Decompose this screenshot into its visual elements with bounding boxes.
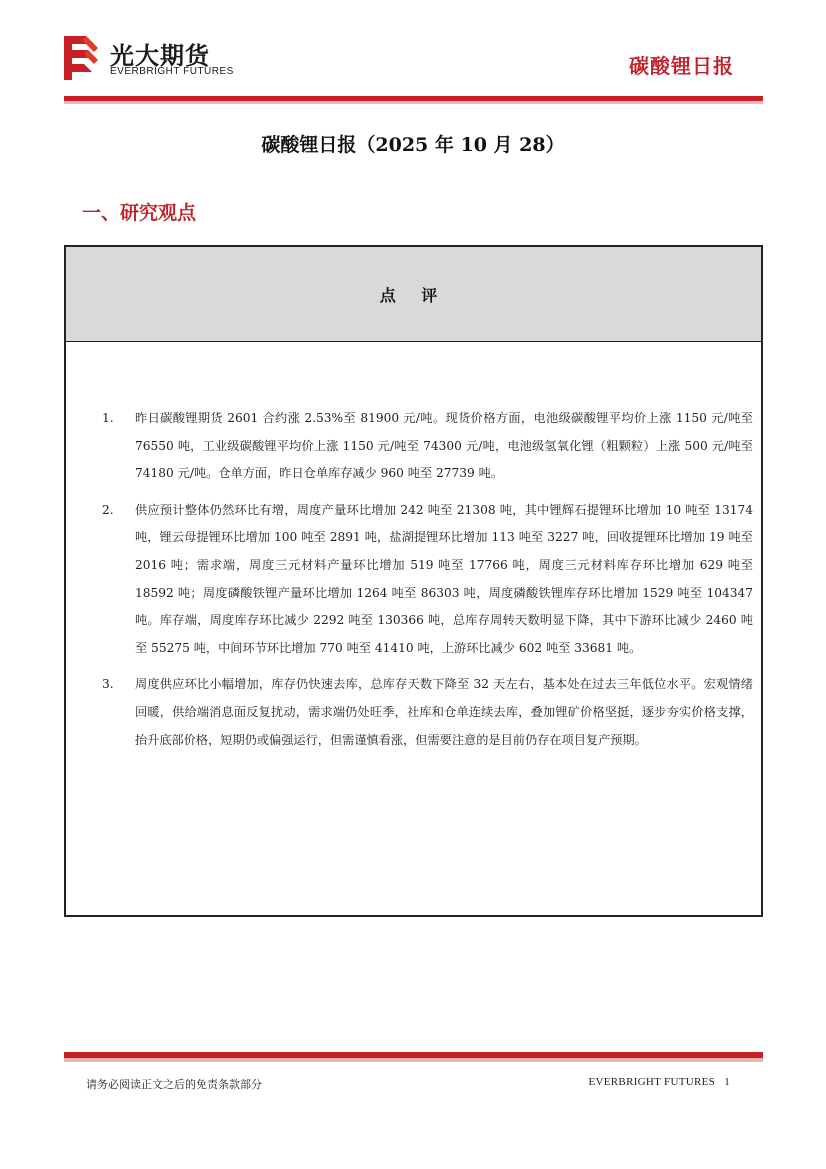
list-item-number: 2. bbox=[102, 502, 114, 517]
report-type-title: 碳酸锂日报 bbox=[629, 54, 734, 78]
list-item-number: 3. bbox=[102, 677, 114, 692]
comment-header: 点 评 bbox=[66, 247, 761, 342]
section-heading: 一、研究观点 bbox=[82, 202, 197, 224]
document-title: 碳酸锂日报（2025 年 10 月 28） bbox=[261, 134, 565, 156]
company-logo bbox=[64, 36, 234, 82]
everbright-logo-icon bbox=[64, 36, 98, 80]
page-number: 1 bbox=[724, 1076, 730, 1088]
comment-box bbox=[64, 245, 763, 917]
logo-chinese-name: 光大期货 bbox=[110, 42, 210, 70]
footer-divider bbox=[64, 1052, 763, 1062]
list-item-text: 周度供应环比小幅增加，库存仍快速去库，总库存天数下降至 32 天左右，基本处在过去三年低位水平。宏观情绪回暖，供给端消息面反复扰动，需求端仍处旺季，社库和仓单连续去库，叠加锂矿价格坚挺，逐步夯实价格支撑，抬升底部价格，短期仍或偏强运行，但需谨慎看涨，但需要注意的是目前仍存在项目复产预期。 bbox=[135, 677, 753, 747]
points-list bbox=[102, 405, 753, 763]
list-item-number: 1. bbox=[102, 411, 114, 425]
logo-english-name: EVERBRIGHT FUTURES bbox=[110, 66, 234, 77]
list-item bbox=[102, 671, 753, 754]
list-item-text: 昨日碳酸锂期货 2601 合约涨 2.53%至 81900 元/吨。现货价格方面，电池级碳酸锂平均价上涨 1150 元/吨至 76550 吨，工业级碳酸锂平均价上涨 1150 元/吨至 74300 元/吨，电池级氢氧化锂（粗颗粒）上涨 500 元/吨至 74180 元/吨。仓单方面，昨日仓单库存减少 960 吨至 27739 吨。 bbox=[135, 411, 753, 481]
list-item bbox=[102, 405, 753, 488]
footer-disclaimer: 请务必阅读正文之后的免责条款部分 bbox=[86, 1078, 262, 1091]
list-item bbox=[102, 497, 753, 663]
footer-company-page bbox=[589, 1076, 730, 1088]
list-item-text: 供应预计整体仍然环比有增，周度产量环比增加 242 吨至 21308 吨，其中锂辉石提锂环比增加 10 吨至 13174 吨，锂云母提锂环比增加 100 吨至 2891 吨，盐湖提锂环比增加 113 吨至 3227 吨，回收提锂环比增加 19 吨至 2016 吨；需求端，周度三元材料产量环比增加 519 吨至 17766 吨，周度三元材料库存环比增加 629 吨至 18592 吨；周度磷酸铁锂产量环比增加 1264 吨至 86303 吨，周度磷酸铁锂库存环比增加 1529 吨至 104347 吨。库存端，周度库存环比减少 2292 吨至 130366 吨，总库存周转天数明显下降，其中下游环比减少 2460 吨至 55275 吨，中间环节环比增加 770 吨至 41410 吨，上游环比减少 602 吨至 33681 吨。 bbox=[135, 502, 753, 655]
header-divider bbox=[64, 96, 763, 104]
footer-company: EVERBRIGHT FUTURES bbox=[588, 1076, 716, 1088]
